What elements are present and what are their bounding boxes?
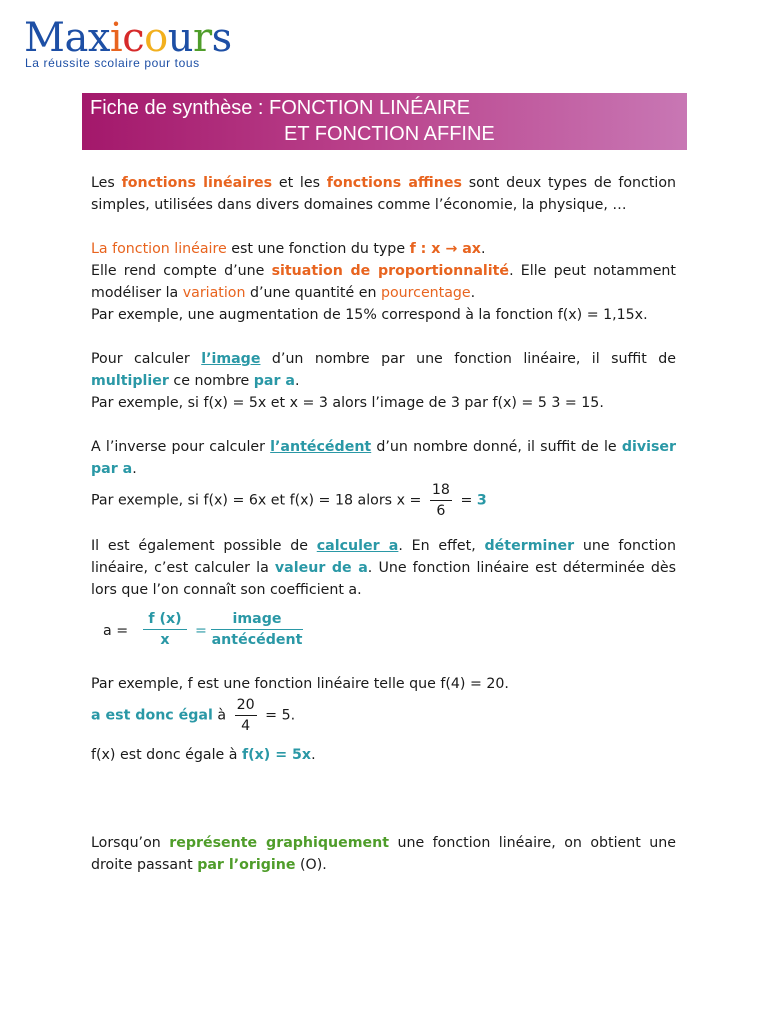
highlight-par-origine: par l’origine [197, 857, 296, 873]
text: Elle rend compte d’une [91, 263, 272, 279]
logo-letter: c [122, 15, 145, 61]
text: Par exemple, si f(x) = 5x et x = 3 alors l’image de 3 par f(x) = 5 3 = 15. [91, 395, 604, 411]
fraction-denominator: antécédent [211, 632, 303, 648]
logo-letter: x [87, 15, 110, 61]
paragraph-intro [91, 172, 676, 216]
text: A l’inverse pour calculer [91, 439, 271, 455]
text: ce nombre [168, 373, 254, 389]
paragraph-example-a [91, 673, 676, 736]
highlight-represente-graphiquement: représente graphiquement [169, 835, 390, 851]
highlight-par-a: par a [253, 373, 295, 389]
text: . [294, 373, 300, 389]
logo-letter: s [211, 15, 232, 61]
text: Les [91, 175, 122, 191]
highlight-fonctions-affines: fonctions affines [326, 175, 462, 191]
highlight-pourcentage: pourcentage [380, 285, 471, 301]
paragraph-graphique [91, 832, 676, 876]
text: = [455, 492, 477, 509]
formula-a [103, 609, 676, 653]
highlight-formula-type: f : x → ax [409, 241, 481, 257]
fraction-numerator: 20 [235, 695, 257, 716]
text: . [132, 461, 137, 477]
text: sont deux types de fonction simples, utilisées dans divers domaines comme l’économie, la physique, … [91, 175, 677, 213]
text: une fonction linéaire, c’est calculer la [91, 538, 676, 576]
text: à [212, 707, 231, 724]
text: Par exemple, f est une fonction linéaire telle que f(4) = 20. [91, 676, 509, 692]
highlight-result: 3 [476, 492, 487, 509]
document-body [91, 172, 676, 898]
logo-letter: i [109, 15, 123, 61]
text: . Elle peut notamment modéliser la [91, 263, 676, 301]
highlight-fonctions-lineaires: fonctions linéaires [121, 175, 273, 191]
text: . Une fonction linéaire est déterminée dès lors que l’on connaît son coefficient a. [91, 560, 676, 598]
text: (O). [295, 857, 327, 873]
text: f(x) est donc égale à [91, 747, 242, 763]
text: Il est également possible de [91, 538, 317, 554]
formula-equals: = [195, 623, 207, 639]
title-banner [82, 93, 687, 150]
paragraph-image [91, 348, 676, 414]
text: et les [272, 175, 327, 191]
maxicours-logo [24, 16, 232, 70]
text: Pour calculer [91, 351, 202, 367]
fraction-numerator: f (x) [143, 609, 187, 630]
logo-letter: M [24, 15, 65, 61]
highlight-diviser-par-a: diviser par a [91, 439, 677, 477]
fraction-18-6 [430, 480, 452, 521]
highlight-variation: variation [182, 285, 246, 301]
title-line-2: ET FONCTION AFFINE [284, 123, 495, 145]
paragraph-antecedent [91, 436, 676, 521]
logo-letter: o [144, 15, 168, 61]
text: est une fonction du type [226, 241, 410, 257]
fraction-image-over-antecedent [211, 609, 303, 650]
highlight-antecedent: l’antécédent [270, 439, 372, 455]
text: une fonction linéaire, on obtient une droite passant [91, 835, 676, 873]
logo-letter: r [192, 15, 212, 61]
paragraph-conclusion [91, 744, 676, 766]
highlight-fonction-lineaire: La fonction linéaire [91, 241, 227, 257]
text: = 5. [260, 707, 296, 724]
highlight-calculer-a: calculer a [316, 538, 399, 554]
paragraph-calculer-a [91, 535, 676, 601]
highlight-fx-5x: f(x) = 5x [241, 747, 312, 763]
fraction-denominator: 4 [241, 718, 251, 734]
highlight-a-est-donc-egal: a est donc égal [91, 707, 213, 724]
text: Par exemple, si f(x) = 6x et f(x) = 18 alors x = [91, 492, 426, 509]
logo-letter: a [64, 15, 88, 61]
text: d’un nombre par une fonction linéaire, il suffit de [260, 351, 676, 367]
text: . [480, 241, 486, 257]
logo-tagline: La réussite scolaire pour tous [25, 56, 200, 70]
spacer [91, 788, 676, 832]
logo-letter: u [167, 15, 193, 61]
fraction-numerator: 18 [430, 480, 452, 501]
text: d’un nombre donné, il suffit de le [371, 439, 622, 455]
logo-wordmark [24, 16, 232, 60]
highlight-proportionnalite: situation de proportionnalité [271, 263, 510, 279]
text: . En effet, [398, 538, 485, 554]
text: Lorsqu’on [91, 835, 170, 851]
highlight-multiplier: multiplier [91, 373, 169, 389]
fraction-numerator: image [211, 609, 303, 630]
highlight-image: l’image [201, 351, 261, 367]
highlight-valeur-de-a: valeur de a [274, 560, 368, 576]
fraction-20-4 [235, 695, 257, 736]
text: d’une quantité en [245, 285, 381, 301]
fraction-denominator: x [160, 632, 170, 648]
text: Par exemple, une augmentation de 15% correspond à la fonction f(x) = 1,15x. [91, 307, 648, 323]
text: . [311, 747, 316, 763]
title-line-1: Fiche de synthèse : FONCTION LINÉAIRE [90, 97, 471, 119]
fraction-fx-over-x [143, 609, 187, 650]
text: . [470, 285, 476, 301]
formula-label: a = [103, 623, 129, 639]
highlight-determiner: déterminer [484, 538, 575, 554]
paragraph-definition [91, 238, 676, 326]
fraction-denominator: 6 [436, 503, 446, 519]
